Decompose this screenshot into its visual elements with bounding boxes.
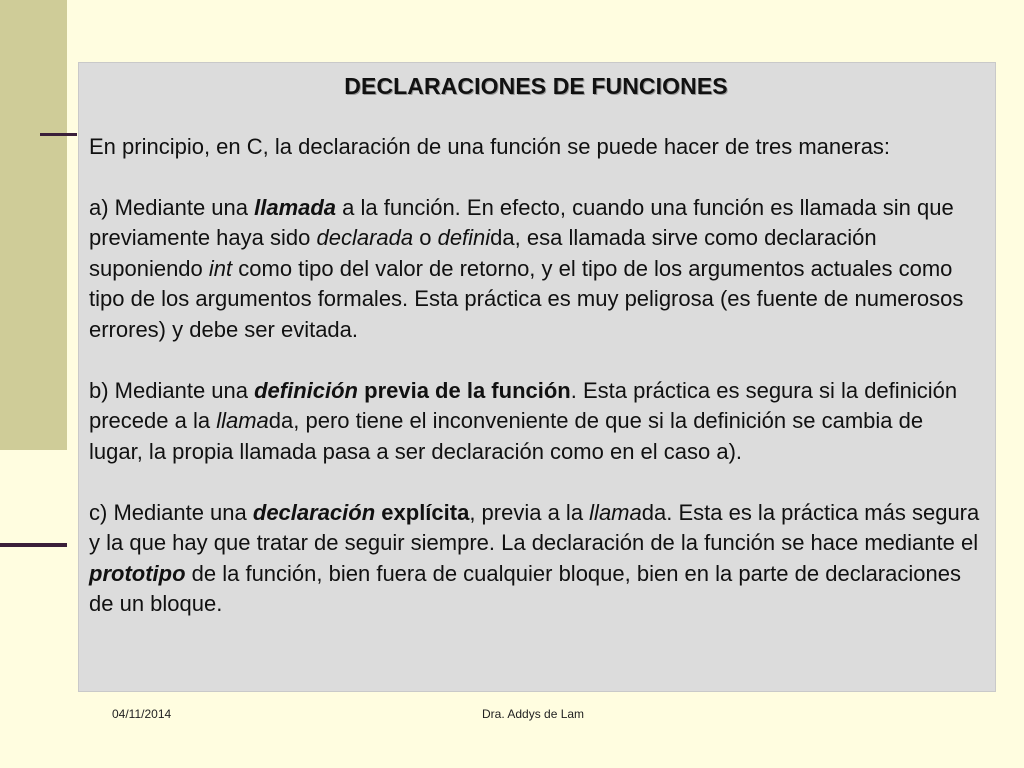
point-c-emphasis-declaracion: declaración <box>252 499 376 525</box>
point-c-text-5: , previa a la <box>469 499 590 525</box>
decorative-side-bar <box>0 0 67 450</box>
point-a-text-1: a) Mediante una <box>89 194 255 220</box>
point-a-text-9: como tipo del valor de retorno, y el tipo de los argumentos actuales como tipo de los argumentos formales. Esta práctica es muy peligrosa (es fuente de numerosos errores) y debe ser evitada. <box>89 255 964 342</box>
footer-author: Dra. Addys de Lam <box>482 707 585 721</box>
point-b-emphasis-previa: previa de la función <box>364 377 571 403</box>
point-b-text-7: da, pero tiene el inconveniente de que si la definición se cambia de lugar, la propia llamada pasa a ser declaración como en el caso a). <box>89 408 924 464</box>
footer-date: 04/11/2014 <box>112 707 172 721</box>
point-b-text-5: . Esta práctica es segura si la definición precede a la <box>89 377 958 433</box>
point-c-text-9: de la función, bien fuera de cualquier bloque, bien en la parte de declaraciones de un bloque. <box>89 560 961 616</box>
point-a-emphasis-defini: defini <box>437 225 491 250</box>
point-c-emphasis-explicita: explícita <box>381 499 470 525</box>
point-b-emphasis-llama: llama <box>216 408 269 433</box>
point-b-paragraph <box>89 376 983 468</box>
point-c-text-1: c) Mediante una <box>89 499 253 525</box>
point-a-text-7: da, esa llamada sirve como declaración suponiendo <box>89 225 877 281</box>
point-b-text-1: b) Mediante una <box>89 377 255 403</box>
point-a-paragraph <box>89 193 983 346</box>
point-a-emphasis-llamada: llamada <box>254 194 337 220</box>
point-b-emphasis-definicion: definición <box>254 377 358 403</box>
point-a-text-5: o <box>413 225 438 250</box>
point-c-emphasis-prototipo: prototipo <box>89 560 186 586</box>
slide-content-box <box>78 62 996 692</box>
point-c-emphasis-llama: llama <box>589 499 642 525</box>
decorative-accent-line-bottom <box>0 543 67 547</box>
point-a-emphasis-int: int <box>208 255 233 281</box>
point-c-text-7: da. Esta es la práctica más segura y la que hay que tratar de seguir siempre. La declaración de la función se hace mediante el <box>89 499 980 555</box>
point-c-paragraph <box>89 498 983 620</box>
decorative-accent-line-top <box>40 133 77 136</box>
slide-title: DECLARACIONES DE FUNCIONES <box>344 73 728 99</box>
point-a-text-3: a la función. En efecto, cuando una función es llamada sin que previamente haya sido <box>89 194 954 250</box>
intro-paragraph: En principio, en C, la declaración de una función se puede hacer de tres maneras: <box>89 133 891 159</box>
point-a-emphasis-declarada: declarada <box>316 225 414 250</box>
